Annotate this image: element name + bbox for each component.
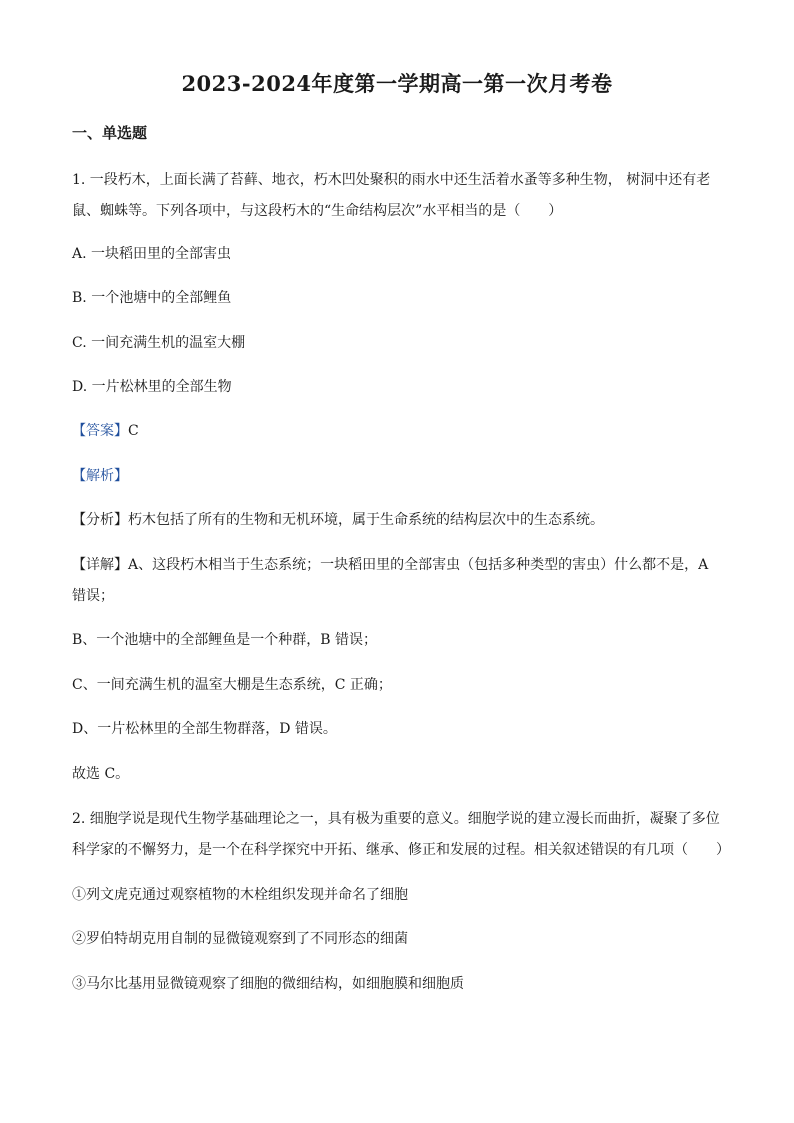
q1-stem-line-2: 鼠、蜘蛛等。下列各项中，与这段朽木的“生命结构层次”水平相当的是（ ） bbox=[72, 203, 563, 219]
q1-detail-b: B、一个池塘中的全部鲤鱼是一个种群，B 错误； bbox=[72, 632, 378, 648]
q1-analysis-heading bbox=[72, 466, 722, 486]
q1-option-c: C. 一间充满生机的温室大棚 bbox=[72, 335, 246, 351]
q2-item-2: ②罗伯特胡克用自制的显微镜观察到了不同形态的细菌 bbox=[72, 931, 408, 947]
fenxi-tag: 【分析】 bbox=[72, 512, 128, 528]
q2-stem-line-1: 2. 细胞学说是现代生物学基础理论之一，具有极为重要的意义。细胞学说的建立漫长而曲折，凝聚了多位 bbox=[72, 811, 720, 827]
q1-detail-c: C、一间充满生机的温室大棚是生态系统，C 正确； bbox=[72, 677, 392, 693]
answer-value: C bbox=[128, 423, 139, 439]
xiangjie-tag: 【详解】 bbox=[72, 557, 128, 573]
answer-tag: 【答案】 bbox=[72, 423, 128, 439]
xiangjie-text: A、这段朽木相当于生态系统；一块稻田里的全部害虫（包括多种类型的害虫）什么都不是，A bbox=[128, 557, 709, 573]
q1-fenxi bbox=[72, 510, 722, 530]
page-title: 2023-2024年度第一学期高一第一次月考卷 bbox=[181, 71, 613, 96]
q1-option-a: A. 一块稻田里的全部害虫 bbox=[72, 246, 232, 262]
q2-item-3: ③马尔比基用显微镜观察了细胞的微细结构，如细胞膜和细胞质 bbox=[72, 976, 464, 992]
q1-xiangjie-line-1 bbox=[72, 555, 722, 575]
q1-conclusion: 故选 C。 bbox=[72, 766, 130, 782]
q1-option-b: B. 一个池塘中的全部鲤鱼 bbox=[72, 290, 232, 306]
q2-stem-line-2: 科学家的不懈努力，是一个在科学探究中开拓、继承、修正和发展的过程。相关叙述错误的有几项（ ） bbox=[72, 842, 730, 858]
q1-answer bbox=[72, 421, 722, 441]
q2-item-1: ①列文虎克通过观察植物的木栓组织发现并命名了细胞 bbox=[72, 887, 408, 903]
q1-option-d: D. 一片松林里的全部生物 bbox=[72, 379, 232, 395]
q1-stem-line-1: 1. 一段朽木，上面长满了苔藓、地衣，朽木凹处聚积的雨水中还生活着水蚤等多种生物， 树洞中还有老 bbox=[72, 172, 711, 188]
analysis-tag: 【解析】 bbox=[72, 468, 128, 484]
q1-xiangjie-line-2: 错误； bbox=[72, 588, 114, 604]
q1-detail-d: D、一片松林里的全部生物群落，D 错误。 bbox=[72, 721, 337, 737]
fenxi-text: 朽木包括了所有的生物和无机环境，属于生命系统的结构层次中的生态系统。 bbox=[128, 512, 604, 528]
section-heading-single-choice: 一、单选题 bbox=[72, 124, 148, 142]
